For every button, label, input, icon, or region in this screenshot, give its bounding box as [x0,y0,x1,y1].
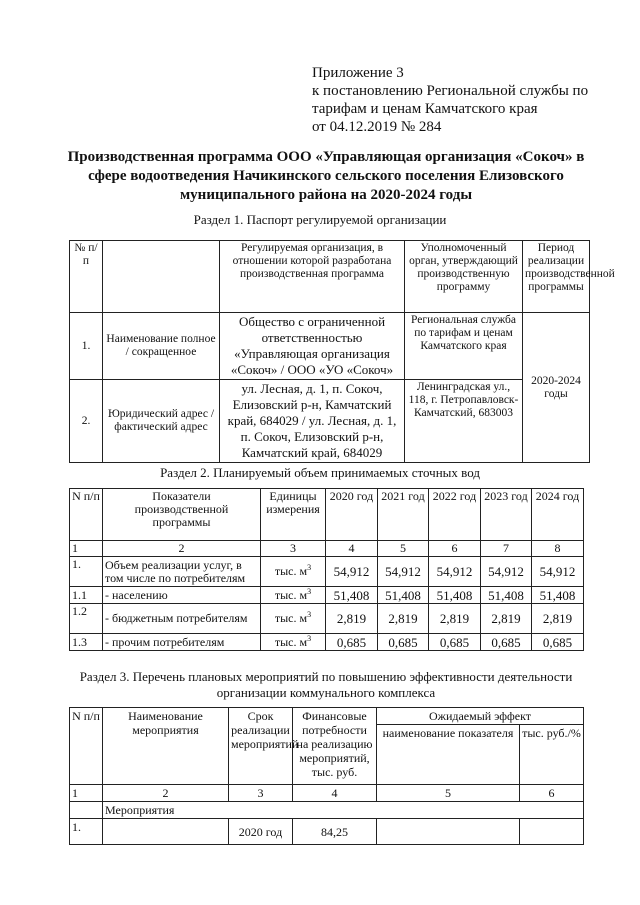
indicator-cell [377,819,520,845]
table-row [70,819,584,845]
row-number: 2. [70,380,103,463]
group-label: Мероприятия [103,802,584,819]
header-cell: 2022 год [429,489,481,541]
table-row [70,802,584,819]
value-cell: 2,819 [378,604,429,634]
unit-exponent: 3 [307,586,312,596]
header-cell: наименование показателя [377,725,520,785]
section-1-title: Раздел 1. Паспорт регулируемой организации [193,212,447,227]
measure-name [103,819,229,845]
value-cell: 54,912 [481,557,532,587]
header-cell: N п/п [70,489,103,541]
col-number: 6 [520,785,584,802]
header-cell: Регулируемая организация, в отношении которой разработана производственная программа [220,241,405,313]
header-cell: N п/п [70,708,103,785]
row-number: 1. [70,557,103,587]
unit-exponent: 3 [307,610,312,619]
value-cell: 0,685 [326,634,378,651]
value-cell: 54,912 [429,557,481,587]
value-cell: 54,912 [378,557,429,587]
value-cell: 51,408 [481,587,532,604]
unit-cell [261,604,326,634]
finance-cell: 84,25 [293,819,377,845]
table-row [70,604,584,634]
col-number: 7 [481,541,532,557]
unit-cell [261,587,326,604]
value-cell: 0,685 [378,634,429,651]
col-number: 6 [429,541,481,557]
row-label: Наименование полное / сокращенное [103,313,220,380]
section-3-title-line-2: организации коммунального комплекса [216,685,436,700]
section-3-title-line-1: Раздел 3. Перечень плановых мероприятий по повышению эффективности деятельности [79,669,573,684]
term-cell: 2020 год [229,819,293,845]
col-number: 5 [377,785,520,802]
value-cell: 2,819 [532,604,584,634]
table-row [70,587,584,604]
unit-text: тыс. м [274,587,308,602]
header-cell: Наименование мероприятия [103,708,229,785]
unit-exponent: 3 [307,563,312,572]
authority-name: Региональная служба по тарифам и ценам Камчатского края [405,313,523,380]
table-header-row [70,241,590,313]
row-number: 1.2 [70,604,103,634]
value-cell: 54,912 [326,557,378,587]
header-cell: 2024 год [532,489,584,541]
table-row [70,313,590,380]
row-label: Юридический адрес / фактический адрес [103,380,220,463]
row-number: 1. [70,819,103,845]
row-number: 1.3 [70,634,103,651]
row-number: 1.1 [70,587,103,604]
col-number: 3 [261,541,326,557]
col-number: 2 [103,785,229,802]
appendix-line-3: тарифам и ценам Камчатского края [312,101,538,117]
table-row [70,380,590,463]
col-number: 8 [532,541,584,557]
unit-cell [261,557,326,587]
table-row [70,557,584,587]
value-cell: 2,819 [429,604,481,634]
unit-cell [261,634,326,651]
unit-exponent: 3 [307,633,312,643]
org-name: Общество с ограниченной ответственностью «Управляющая организация «Сокоч» / ООО «УО «Сокоч» [220,313,405,380]
row-label: - прочим потребителям [103,634,261,651]
row-label: Объем реализации услуг, в том числе по потребителям [103,557,261,587]
appendix-line-1: Приложение 3 [312,65,404,81]
period-cell: 2020-2024 годы [523,313,590,463]
measures-table [69,707,584,845]
header-cell: Период реализации производственной программы [523,241,590,313]
value-cell: 0,685 [429,634,481,651]
row-number: 1. [70,313,103,380]
header-cell [103,241,220,313]
section-3-title [56,669,596,701]
section-2-title: Раздел 2. Планируемый объем принимаемых сточных вод [160,465,480,480]
value-cell: 51,408 [532,587,584,604]
appendix-header [312,64,612,136]
row-label: - бюджетным потребителям [103,604,261,634]
table-header-row [70,708,584,725]
col-number: 3 [229,785,293,802]
passport-table [69,240,615,463]
org-address: ул. Лесная, д. 1, п. Сокоч, Елизовский р-н, Камчатский край, 684029 / ул. Лесная, д. 1, п. Сокоч, Елизовский р-н, Камчатский край, 684029 [220,380,405,463]
header-cell: тыс. руб./% [520,725,584,785]
value-cell: 2,819 [326,604,378,634]
column-number-row [70,785,584,802]
document-title: Производственная программа ООО «Управляющая организация «Сокоч» в сфере водоотведения Начикинского сельского поселения Елизовского муниципального района на 2020-2024 годы [67,149,585,203]
col-number: 1 [70,541,103,557]
row-number [70,802,103,819]
header-cell: № п/п [70,241,103,313]
unit-text: тыс. м [274,564,308,578]
value-cell: 2,819 [481,604,532,634]
value-cell: 0,685 [532,634,584,651]
appendix-line-2: к постановлению Региональной службы по [312,83,589,99]
value-cell: 51,408 [429,587,481,604]
unit-text: тыс. м [274,634,308,649]
table-header-row [70,489,584,541]
volume-table [69,488,584,651]
col-number: 5 [378,541,429,557]
row-label: - населению [103,587,261,604]
header-cell: 2020 год [326,489,378,541]
header-cell: Финансовые потребности на реализацию мероприятий, тыс. руб. [293,708,377,785]
value-cell: 0,685 [481,634,532,651]
value-cell: 51,408 [326,587,378,604]
unit-text: тыс. м [274,611,308,625]
header-cell: Ожидаемый эффект [377,708,584,725]
appendix-line-4: от 04.12.2019 № 284 [312,119,442,135]
col-number: 4 [326,541,378,557]
header-cell: Срок реализации мероприятий [229,708,293,785]
header-cell: Единицы измерения [261,489,326,541]
table-row [70,634,584,651]
amount-cell [520,819,584,845]
header-cell: 2023 год [481,489,532,541]
header-cell: Показатели производственной программы [103,489,261,541]
authority-address: Ленинградская ул., 118, г. Петропавловск-Камчатский, 683003 [405,380,523,463]
col-number: 1 [70,785,103,802]
col-number: 2 [103,541,261,557]
column-number-row [70,541,584,557]
col-number: 4 [293,785,377,802]
value-cell: 54,912 [532,557,584,587]
value-cell: 51,408 [378,587,429,604]
header-cell: 2021 год [378,489,429,541]
header-cell: Уполномоченный орган, утверждающий производственную программу [405,241,523,313]
